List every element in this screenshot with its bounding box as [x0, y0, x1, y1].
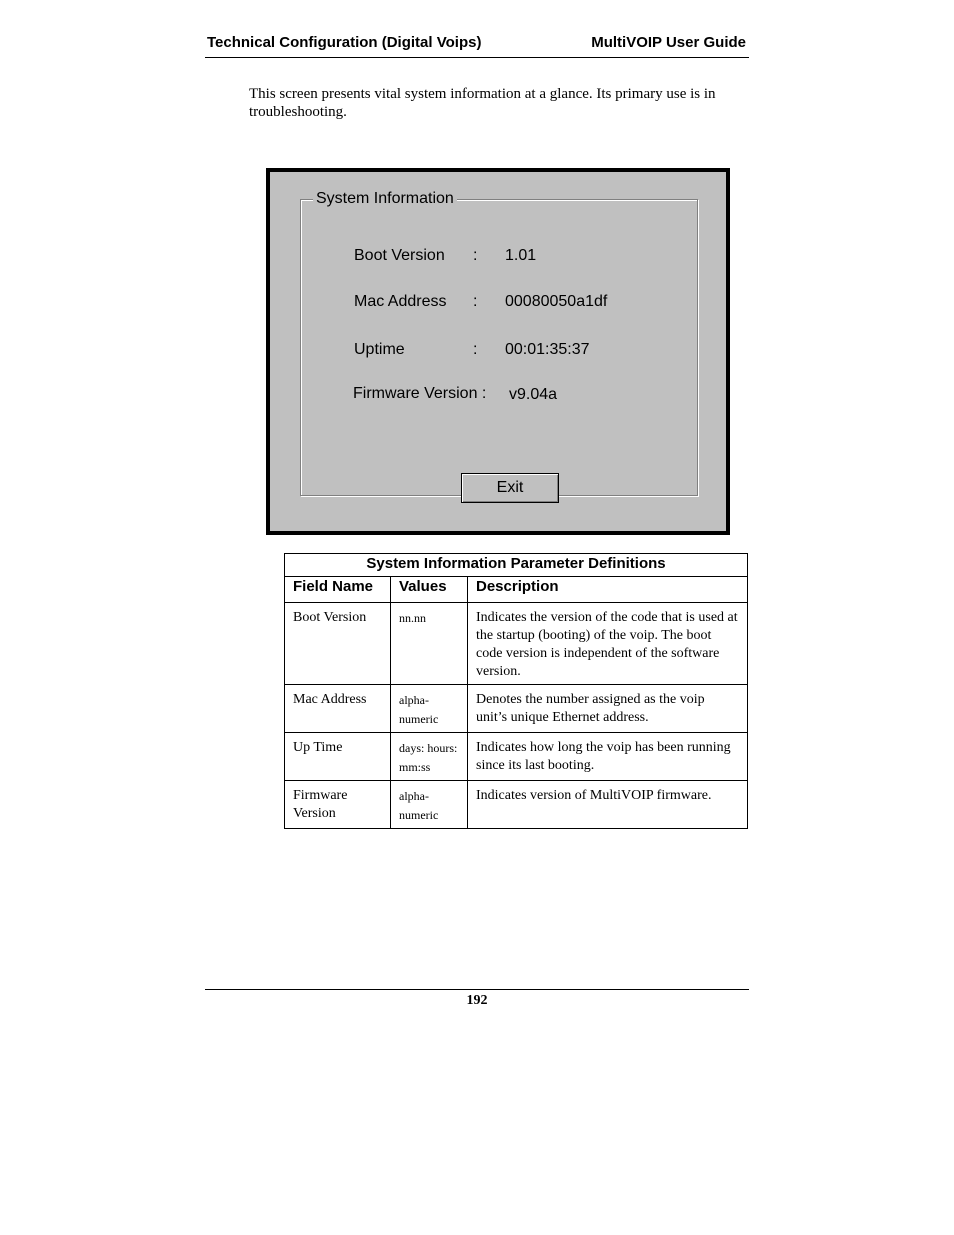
description-cell: Denotes the number assigned as the voip unit’s unique Ethernet address.	[468, 685, 748, 733]
running-header-title: Technical Configuration (Digital Voips)	[207, 34, 482, 51]
uptime-value: 00:01:35:37	[505, 341, 590, 358]
field-name-cell: Mac Address	[285, 685, 391, 733]
field-name-cell: Up Time	[285, 733, 391, 781]
description-cell: Indicates version of MultiVOIP firmware.	[468, 781, 748, 829]
page-number: 192	[466, 993, 488, 1008]
table-row	[285, 603, 748, 685]
table-row	[285, 781, 748, 829]
values-cell: alpha-numeric	[391, 685, 468, 733]
intro-paragraph: This screen presents vital system information at a glance. Its primary use is in troubleshooting.	[249, 86, 716, 120]
header-rule	[205, 57, 749, 58]
system-information-groupbox	[300, 190, 698, 496]
system-information-dialog	[266, 168, 730, 535]
description-cell: Indicates how long the voip has been running since its last booting.	[468, 733, 748, 781]
description-cell: Indicates the version of the code that is used at the startup (booting) of the voip. The boot code version is independent of the software version.	[468, 603, 748, 685]
boot-version-label: Boot Version	[354, 247, 445, 264]
table-row	[285, 733, 748, 781]
values-cell: nn.nn	[391, 603, 468, 685]
firmware-version-label: Firmware Version :	[353, 385, 487, 402]
uptime-label: Uptime	[354, 341, 405, 358]
parameter-definitions-table	[284, 553, 748, 829]
table-title: System Information Parameter Definitions	[285, 554, 748, 577]
boot-version-colon: :	[473, 247, 478, 264]
boot-version-value: 1.01	[505, 247, 537, 264]
table-row	[285, 685, 748, 733]
exit-button[interactable]: Exit	[461, 473, 559, 503]
mac-address-colon: :	[473, 293, 478, 310]
running-header-guide: MultiVOIP User Guide	[591, 34, 746, 51]
values-cell: days: hours: mm:ss	[391, 733, 468, 781]
footer-rule	[205, 989, 749, 990]
mac-address-label: Mac Address	[354, 293, 447, 310]
column-header-description: Description	[468, 577, 748, 603]
uptime-colon: :	[473, 341, 478, 358]
firmware-version-value: v9.04a	[509, 386, 558, 403]
field-name-cell: Boot Version	[285, 603, 391, 685]
column-header-field-name: Field Name	[285, 577, 391, 603]
groupbox-title: System Information	[313, 190, 457, 208]
column-header-values: Values	[391, 577, 468, 603]
mac-address-value: 00080050a1df	[505, 293, 608, 310]
values-cell: alpha-numeric	[391, 781, 468, 829]
field-name-cell: Firmware Version	[285, 781, 391, 829]
